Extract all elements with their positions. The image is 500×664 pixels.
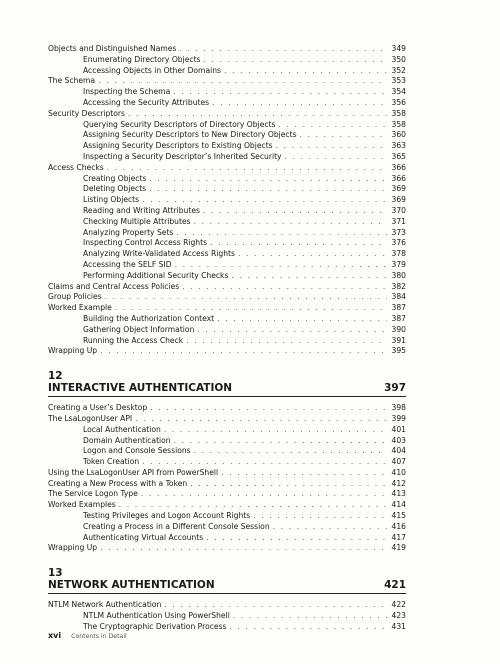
toc-entry-page: 417 [391, 532, 406, 542]
toc-entry-page: 412 [391, 478, 406, 488]
toc-entry-page: 404 [391, 446, 406, 456]
toc-subentry[interactable] [48, 152, 406, 163]
dot-leader [164, 425, 387, 436]
dot-leader [142, 457, 387, 468]
toc-entry-page: 353 [391, 76, 406, 86]
toc-entry-title: Wrapping Up [48, 346, 98, 356]
toc-subentry[interactable] [48, 217, 406, 228]
toc-entry-title: Performing Additional Security Checks [83, 270, 229, 280]
dot-leader [197, 325, 387, 336]
toc-subentry[interactable] [48, 120, 406, 131]
toc-entry[interactable] [48, 414, 406, 425]
toc-entry-title: Accessing the SELF SID [83, 259, 172, 269]
toc-entry-page: 387 [391, 303, 406, 313]
dot-leader [278, 120, 387, 131]
toc-subentry[interactable] [48, 174, 406, 185]
toc-entry-page: 390 [391, 324, 406, 334]
toc-entry-page: 358 [391, 108, 406, 118]
dot-leader [186, 336, 387, 347]
dot-leader [233, 611, 387, 622]
toc-entry-page: 413 [391, 489, 406, 499]
table-of-contents [48, 44, 406, 633]
toc-entry-title: The Schema [48, 76, 96, 86]
toc-entry-title: Enumerating Directory Objects [83, 54, 201, 64]
toc-entry-page: 422 [391, 600, 406, 610]
toc-entry[interactable] [48, 468, 406, 479]
toc-entry-page: 354 [391, 87, 406, 97]
toc-entry-title: Inspecting the Schema [83, 87, 171, 97]
toc-entry-page: 391 [391, 335, 406, 345]
toc-subentry[interactable] [48, 206, 406, 217]
dot-leader [174, 436, 387, 447]
toc-subentry[interactable] [48, 511, 406, 522]
dot-leader [238, 249, 387, 260]
toc-entry-title: NTLM Network Authentication [48, 600, 162, 610]
chapter-title-row [48, 382, 406, 397]
toc-subentry[interactable] [48, 336, 406, 347]
toc-entry-title: Running the Access Check [83, 335, 184, 345]
toc-subentry[interactable] [48, 228, 406, 239]
toc-entry-page: 356 [391, 97, 406, 107]
toc-entry-page: 376 [391, 238, 406, 248]
toc-entry-title: Deleting Objects [83, 184, 147, 194]
toc-entry-page: 410 [391, 467, 406, 477]
dot-leader [276, 141, 387, 152]
page-number: xvi [48, 631, 62, 640]
toc-subentry[interactable] [48, 611, 406, 622]
toc-entry-title: NTLM Authentication Using PowerShell [83, 611, 230, 621]
toc-entry-page: 387 [391, 313, 406, 323]
toc-subentry[interactable] [48, 184, 406, 195]
toc-entry-title: Reading and Writing Attributes [83, 205, 200, 215]
toc-entry[interactable] [48, 292, 406, 303]
dot-leader [128, 109, 387, 120]
toc-entry-page: 403 [391, 435, 406, 445]
toc-entry-title: Authenticating Virtual Accounts [83, 532, 204, 542]
toc-entry[interactable] [48, 489, 406, 500]
toc-entry-title: Worked Example [48, 303, 112, 313]
dot-leader [182, 282, 387, 293]
toc-entry-title: Analyzing Write-Validated Access Rights [83, 249, 235, 259]
dot-leader [176, 228, 387, 239]
toc-entry-page: 407 [391, 457, 406, 467]
toc-entry-page: 414 [391, 500, 406, 510]
dot-leader [115, 303, 387, 314]
toc-entry-title: Wrapping Up [48, 543, 98, 553]
toc-entry[interactable] [48, 44, 406, 55]
toc-entry[interactable] [48, 600, 406, 611]
toc-entry-title: Local Authentication [83, 424, 161, 434]
toc-entry-title: Creating Objects [83, 173, 147, 183]
toc-entry-title: The Service Logon Type [48, 489, 138, 499]
dot-leader [210, 238, 387, 249]
dot-leader [231, 271, 387, 282]
chapter-title[interactable]: NETWORK AUTHENTICATION [48, 579, 215, 592]
dot-leader [206, 533, 387, 544]
dot-leader [135, 414, 387, 425]
toc-subentry[interactable] [48, 130, 406, 141]
toc-entry-page: 349 [391, 44, 406, 53]
toc-entry-page: 399 [391, 413, 406, 423]
dot-leader [149, 174, 387, 185]
dot-leader [142, 195, 387, 206]
toc-entry[interactable] [48, 500, 406, 511]
dot-leader [173, 87, 387, 98]
chapter-number: 12 [48, 370, 63, 383]
toc-subentry[interactable] [48, 325, 406, 336]
toc-entry-title: Testing Privileges and Logon Account Rights [83, 511, 251, 521]
toc-entry[interactable] [48, 163, 406, 174]
dot-leader [100, 543, 387, 554]
toc-subentry[interactable] [48, 87, 406, 98]
dot-leader [230, 622, 388, 633]
toc-subentry[interactable] [48, 249, 406, 260]
dot-leader [175, 260, 387, 271]
toc-entry-page: 379 [391, 259, 406, 269]
toc-entry-page: 366 [391, 173, 406, 183]
toc-entry-page: 382 [391, 281, 406, 291]
toc-entry-page: 366 [391, 162, 406, 172]
toc-entry-title: The Cryptographic Derivation Process [83, 621, 227, 631]
toc-entry-title: Logon and Console Sessions [83, 446, 191, 456]
toc-entry-title: Analyzing Property Sets [83, 227, 174, 237]
dot-leader [217, 314, 387, 325]
dot-leader [119, 500, 387, 511]
toc-entry-title: Creating a New Process with a Token [48, 478, 188, 488]
dot-leader [190, 479, 387, 490]
toc-entry[interactable] [48, 346, 406, 357]
toc-subentry[interactable] [48, 260, 406, 271]
toc-entry-title: Group Policies [48, 292, 102, 302]
toc-entry-title: Creating a Process in a Different Console Session [83, 521, 270, 531]
toc-subentry[interactable] [48, 314, 406, 325]
toc-entry-title: Domain Authentication [83, 435, 171, 445]
toc-entry[interactable] [48, 303, 406, 314]
toc-entry-page: 365 [391, 151, 406, 161]
dot-leader [98, 76, 387, 87]
toc-entry-title: Objects and Distinguished Names [48, 44, 177, 53]
toc-entry-title: Security Descriptors [48, 108, 126, 118]
dot-leader [300, 130, 387, 141]
toc-entry-page: 423 [391, 611, 406, 621]
toc-subentry[interactable] [48, 238, 406, 249]
toc-subentry[interactable] [48, 533, 406, 544]
toc-entry[interactable] [48, 403, 406, 414]
toc-entry[interactable] [48, 282, 406, 293]
toc-subentry[interactable] [48, 436, 406, 447]
toc-subentry[interactable] [48, 66, 406, 77]
toc-entry-title: Using the LsaLogonUser API from PowerShell [48, 467, 219, 477]
toc-entry-title: Listing Objects [83, 195, 140, 205]
toc-entry-page: 431 [391, 621, 406, 631]
toc-entry[interactable] [48, 543, 406, 554]
dot-leader [179, 44, 387, 55]
toc-entry-title: Accessing the Security Attributes [83, 97, 210, 107]
chapter-heading [48, 370, 406, 397]
dot-leader [273, 522, 387, 533]
chapter-title-row [48, 579, 406, 594]
chapter-heading [48, 567, 406, 594]
dot-leader [105, 292, 387, 303]
toc-entry-page: 419 [391, 543, 406, 553]
toc-subentry[interactable] [48, 55, 406, 66]
toc-entry-page: 378 [391, 249, 406, 259]
toc-entry-title: Gathering Object Information [83, 324, 195, 334]
chapter-page: 421 [384, 579, 406, 592]
toc-subentry[interactable] [48, 425, 406, 436]
dot-leader [221, 468, 387, 479]
toc-entry-title: Assigning Security Descriptors to New Directory Objects [83, 130, 297, 140]
toc-subentry[interactable] [48, 446, 406, 457]
chapter-page: 397 [384, 382, 406, 395]
running-title: Contents in Detail [71, 633, 127, 640]
toc-entry-page: 395 [391, 346, 406, 356]
dot-leader [204, 55, 387, 66]
toc-entry-title: Querying Security Descriptors of Directory Objects [83, 119, 276, 129]
toc-entry-page: 401 [391, 424, 406, 434]
toc-entry-page: 380 [391, 270, 406, 280]
dot-leader [149, 184, 387, 195]
dot-leader [150, 403, 387, 414]
chapter-number: 13 [48, 567, 63, 580]
toc-entry-page: 363 [391, 141, 406, 151]
toc-entry-page: 350 [391, 54, 406, 64]
dot-leader [285, 152, 387, 163]
dot-leader [194, 446, 387, 457]
toc-subentry[interactable] [48, 522, 406, 533]
toc-entry-page: 398 [391, 403, 406, 413]
toc-entry-title: Claims and Central Access Policies [48, 281, 180, 291]
dot-leader [203, 206, 387, 217]
toc-entry-page: 369 [391, 195, 406, 205]
toc-entry[interactable] [48, 76, 406, 87]
toc-entry-title: Worked Examples [48, 500, 116, 510]
toc-entry-title: The LsaLogonUser API [48, 413, 133, 423]
toc-entry-title: Creating a User’s Desktop [48, 403, 148, 413]
toc-subentry[interactable] [48, 98, 406, 109]
chapter-title[interactable]: INTERACTIVE AUTHENTICATION [48, 382, 233, 395]
toc-entry-title: Assigning Security Descriptors to Existing Objects [83, 141, 273, 151]
dot-leader [141, 489, 387, 500]
toc-entry-page: 369 [391, 184, 406, 194]
toc-entry-title: Inspecting Control Access Rights [83, 238, 208, 248]
toc-entry-page: 358 [391, 119, 406, 129]
toc-subentry[interactable] [48, 195, 406, 206]
dot-leader [164, 600, 387, 611]
dot-leader [224, 66, 387, 77]
toc-subentry[interactable] [48, 271, 406, 282]
toc-entry-page: 384 [391, 292, 406, 302]
toc-entry-page: 416 [391, 521, 406, 531]
toc-entry-title: Checking Multiple Attributes [83, 216, 191, 226]
toc-entry-page: 371 [391, 216, 406, 226]
toc-subentry[interactable] [48, 457, 406, 468]
toc-entry[interactable] [48, 479, 406, 490]
toc-entry-page: 373 [391, 227, 406, 237]
toc-entry[interactable] [48, 109, 406, 120]
toc-entry-title: Inspecting a Security Descriptor’s Inherited Security [83, 151, 282, 161]
toc-entry-title: Access Checks [48, 162, 104, 172]
toc-entry-page: 415 [391, 511, 406, 521]
dot-leader [194, 217, 387, 228]
toc-entry-title: Building the Authorization Context [83, 313, 215, 323]
toc-subentry[interactable] [48, 141, 406, 152]
toc-entry-page: 352 [391, 65, 406, 75]
toc-entry-page: 370 [391, 205, 406, 215]
toc-entry-title: Accessing Objects in Other Domains [83, 65, 221, 75]
dot-leader [107, 163, 387, 174]
toc-entry-title: Token Creation [83, 457, 140, 467]
dot-leader [100, 346, 387, 357]
dot-leader [253, 511, 387, 522]
dot-leader [212, 98, 387, 109]
toc-entry-page: 360 [391, 130, 406, 140]
page-footer [48, 631, 127, 640]
